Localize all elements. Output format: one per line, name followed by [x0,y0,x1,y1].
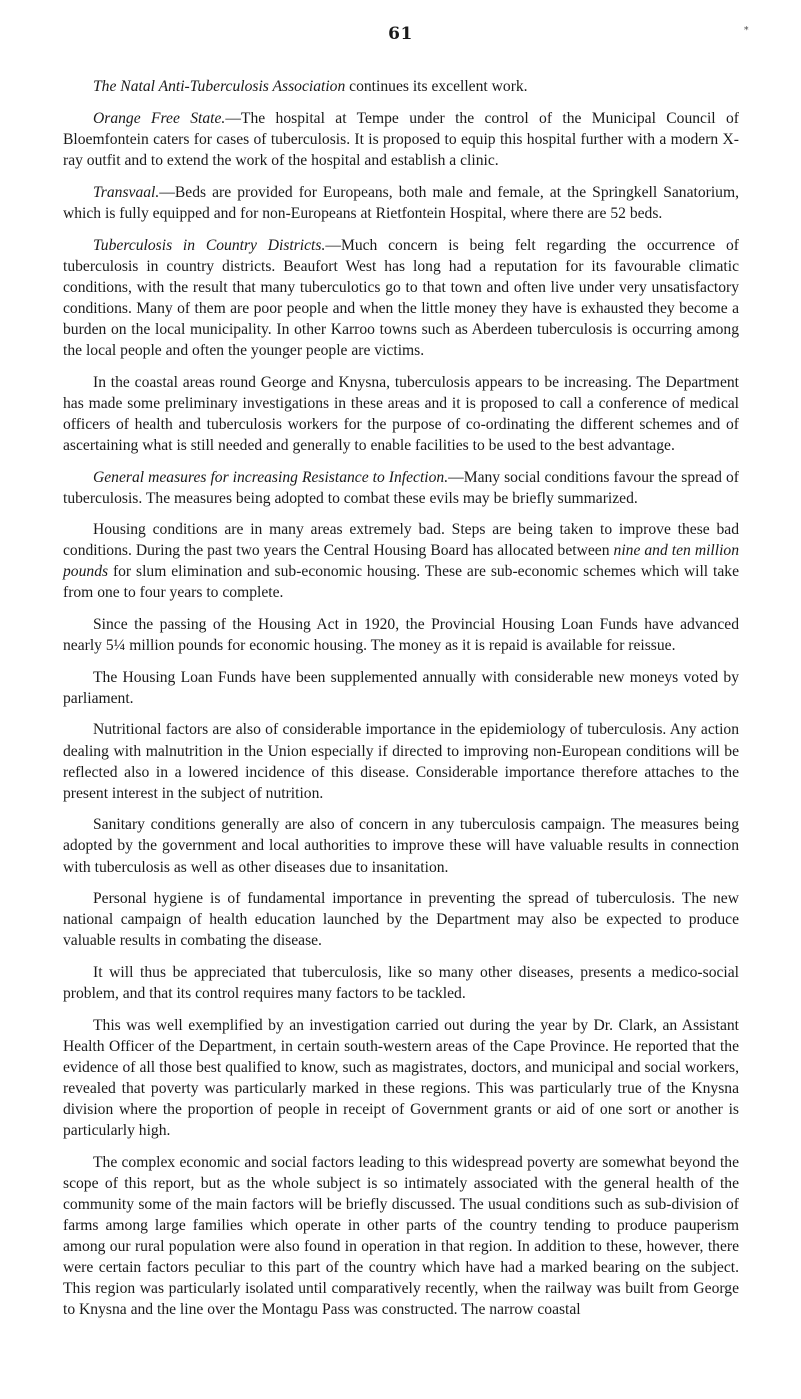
paragraph-general-measures [63,467,739,509]
corner-mark: * [744,26,749,36]
paragraph-heading: The Natal Anti-Tuberculosis Association [93,78,346,95]
paragraph-country-districts [63,235,739,362]
paragraph-housing-act [63,614,739,656]
paragraph-orange-free-state [63,108,739,171]
paragraph-text: —The hospital at Tempe under the control of the Municipal Council of Bloemfontein caters for cases of tuberculosis. It is proposed to equip this hospital further with a modern X-ray outfit and to extend the work of the hospital and establish a clinic. [63,110,740,170]
paragraph-housing [63,519,739,603]
paragraph-nutrition [63,719,739,803]
paragraph-text: Since the passing of the Housing Act in 1920, the Provincial Housing Loan Funds have advanced nearly 5¼ million pounds for economic housing. The money as it is repaid is available for reissue. [63,616,739,655]
paragraph-text: It will thus be appreciated that tuberculosis, like so many other diseases, presents a medico-social problem, and that its control requires many factors to be tackled. [63,963,739,1002]
paragraph-investigation [63,1015,739,1142]
paragraph-medico-social [63,962,739,1004]
paragraph-text-after: for slum elimination and sub-economic housing. These are sub-economic schemes which will take from one to four years to complete. [63,563,739,602]
paragraph-text: Housing conditions are in many areas extremely bad. Steps are being taken to improve these bad conditions. During the past two years the Central Housing Board has allocated between [63,521,739,560]
paragraph-sanitary [63,814,739,877]
paragraph-loan-funds [63,667,739,709]
body-text [63,76,739,1331]
paragraph-natal [63,76,739,97]
paragraph-hygiene [63,888,739,951]
paragraph-text: —Much concern is being felt regarding the occurrence of tuberculosis in country districts. Beaufort West has long had a reputation for its favourable climatic conditions, with the result that many tuberculotics go to that town and often live under very unsatisfactory conditions. Many of them are poor people and when the little money they have is exhausted they become a burden on the local municipality. In other Karroo towns such as Aberdeen tuberculosis is occurring among the local people and often the younger people are victims. [63,236,739,360]
paragraph-text: The complex economic and social factors leading to this widespread poverty are somewhat beyond the scope of this report, but as the whole subject is so intimately associated with the general health of the community some of the main factors will be briefly discussed. The usual conditions such as sub-division of farms among large families which operate in other parts of the country tending to produce pauperism among our rural population were also found in operation in that region. In addition to these, however, there were certain factors peculiar to this part of the country which have had a marked bearing on the subject. This region was particularly isolated until comparatively recently, when the railway was built from George to Knysna and the line over the Montagu Pass was constructed. The narrow coastal [63,1153,739,1319]
paragraph-text: Personal hygiene is of fundamental importance in preventing the spread of tuberculosis. The new national campaign of health education launched by the Department may also be expected to produce valuable results in combating the disease. [63,890,739,950]
paragraph-heading: Transvaal. [93,183,160,201]
paragraph-heading: General measures for increasing Resistance to Infection. [93,468,449,486]
paragraph-emphasis: nine and ten million pounds [63,542,740,581]
paragraph-text: In the coastal areas round George and Knysna, tuberculosis appears to be increasing. The Department has made some preliminary investigations in these areas and it is proposed to call a conference of medical officers of health and tuberculosis workers for the purpose of co-ordinating the different schemes and of ascertaining what is still needed and generally to enable facilities to be used to the best advantage. [63,373,739,454]
paragraph-coastal [63,372,739,456]
paragraph-heading: Orange Free State. [93,110,226,128]
paragraph-transvaal [63,182,739,224]
paragraph-text: Sanitary conditions generally are also of concern in any tuberculosis campaign. The measures being adopted by the government and local authorities to improve these will have valuable results in connection with tuberculosis as well as other diseases due to insanitation. [63,816,739,876]
page-number: 61 [388,24,413,44]
paragraph-heading: Tuberculosis in Country Districts. [93,236,326,254]
paragraph-text: The Housing Loan Funds have been supplemented annually with considerable new moneys voted by parliament. [63,668,739,707]
paragraph-complex-factors [63,1152,739,1321]
paragraph-text: This was well exemplified by an investigation carried out during the year by Dr. Clark, an Assistant Health Officer of the Department, in certain south-western areas of the Cape Province. He reported that the evidence of all those best qualified to know, such as magistrates, doctors, and municipal and social workers, revealed that poverty was particularly marked in these regions. This was particularly true of the Knysna division where the proportion of people in receipt of Government grants or aid of one sort or another is particularly high. [63,1016,739,1140]
paragraph-text: Nutritional factors are also of considerable importance in the epidemiology of tuberculosis. Any action dealing with malnutrition in the Union especially if directed to improving non-European conditions will be reflected also in a lowered incidence of this disease. Considerable importance therefore attaches to the present interest in the subject of nutrition. [63,721,739,802]
paragraph-text: —Many social conditions favour the spread of tuberculosis. The measures being adopted to combat these evils may be briefly summarized. [63,468,739,507]
paragraph-text: —Beds are provided for Europeans, both male and female, at the Springkell Sanatorium, which is fully equipped and for non-Europeans at Rietfontein Hospital, where there are 52 beds. [63,183,739,222]
paragraph-text: continues its excellent work. [345,78,528,95]
